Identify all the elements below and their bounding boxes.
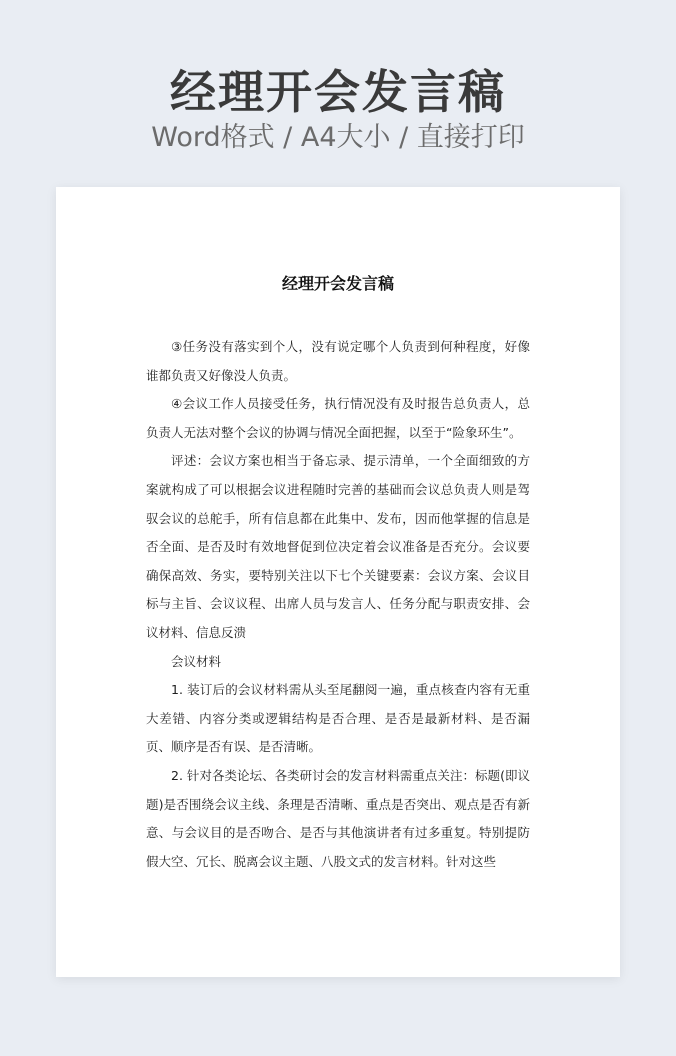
paragraph-commentary: 评述：会议方案也相当于备忘录、提示清单，一个全面细致的方案就构成了可以根据会议进程随时完善的基础而会议总负责人则是驾驭会议的总舵手，所有信息都在此集中、发布，因而他掌握的信息是否全面、是否及时有效地督促到位决定着会议准备是否充分。会议要确保高效、务实，要特别关注以下七个关键要素：会议方案、会议目标与主旨、会议议程、出席人员与发言人、任务分配与职责安排、会议材料、信息反溃	[146, 453, 530, 640]
document-body	[146, 333, 530, 876]
document-title: 经理开会发言稿	[281, 274, 394, 293]
section-heading-materials: 会议材料	[171, 653, 222, 669]
banner-header	[0, 0, 676, 180]
paragraph-task-assignment: ③任务没有落实到个人，没有说定哪个人负责到何种程度，好像谁都负责又好像没人负责。	[146, 339, 530, 383]
paragraph-report-issue: ④会议工作人员接受任务，执行情况没有及时报告总负责人，总负责人无法对整个会议的协调与情况全面把握，以至于“险象环生”。	[146, 396, 530, 440]
paragraph-materials-2: 2. 针对各类论坛、各类研讨会的发言材料需重点关注：标题(即议题)是否围绕会议主线、条理是否清晰、重点是否突出、观点是否有新意、与会议目的是否吻合、是否与其他演讲者有过多重复。特别提防假大空、冗长、脱离会议主题、八股文式的发言材料。针对这些	[146, 767, 530, 869]
banner-subtitle: Word格式 / A4大小 / 直接打印	[151, 122, 525, 153]
paragraph-materials-1: 1. 装订后的会议材料需从头至尾翻阅一遍，重点核查内容有无重大差错、内容分类或逻辑结构是否合理、是否是最新材料、是否漏页、顺序是否有误、是否清晰。	[146, 682, 530, 755]
banner-title: 经理开会发言稿	[170, 65, 506, 119]
